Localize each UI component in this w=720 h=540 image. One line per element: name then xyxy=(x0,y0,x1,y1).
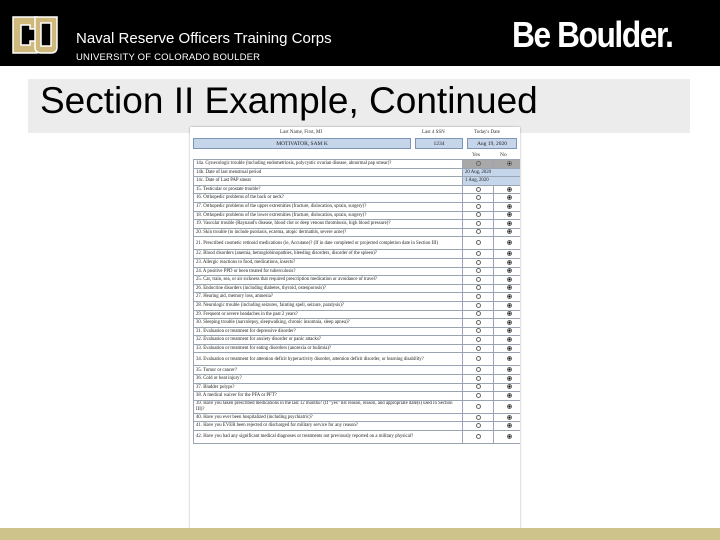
yes-cell xyxy=(463,310,494,319)
form-column-labels xyxy=(190,130,520,138)
table-row xyxy=(194,168,521,177)
question-text: 39. Have you taken prescribed medications in the last 12 months? (If "yes" list reason, reason, and appropriate date(s) used in Section III)? xyxy=(194,400,463,413)
form-header-fields xyxy=(193,138,517,149)
question-text: 24. A positive PPD or been treated for tuberculosis? xyxy=(194,267,463,276)
yes-cell xyxy=(463,211,494,220)
no-cell xyxy=(494,400,521,413)
question-text: 18. Orthopedic problems of the lower extremities (fracture, dislocation, sprain, surgery)? xyxy=(194,211,463,220)
no-radio[interactable] xyxy=(507,240,512,245)
yes-cell xyxy=(463,383,494,392)
yes-cell xyxy=(463,366,494,375)
no-radio[interactable] xyxy=(507,187,512,192)
no-cell xyxy=(494,194,521,203)
table-row xyxy=(194,228,521,237)
yes-radio[interactable] xyxy=(476,294,481,299)
table-row xyxy=(194,293,521,302)
no-radio[interactable] xyxy=(507,346,512,351)
ssn-column-label: Last 4 SSN xyxy=(422,130,445,135)
question-text: 36. Cold or heat injury? xyxy=(194,375,463,384)
top-banner xyxy=(0,0,720,66)
table-row xyxy=(194,392,521,401)
no-cell xyxy=(494,237,521,250)
no-cell xyxy=(494,353,521,366)
yes-radio[interactable] xyxy=(476,229,481,234)
yes-cell xyxy=(463,301,494,310)
no-cell xyxy=(494,431,521,444)
yes-cell xyxy=(463,228,494,237)
no-radio[interactable] xyxy=(507,285,512,290)
question-text: 38. A medical waiver for the PFA or PFT? xyxy=(194,392,463,401)
yes-cell xyxy=(463,319,494,328)
question-text: 34. Evaluation or treatment for attention deficit hyperactivity disorder, attention deficit disorder, or learning disability? xyxy=(194,353,463,366)
no-cell xyxy=(494,301,521,310)
date-field[interactable]: Aug 19, 2020 xyxy=(467,138,517,149)
no-radio[interactable] xyxy=(507,251,512,256)
yes-cell xyxy=(463,336,494,345)
no-cell xyxy=(494,383,521,392)
table-row xyxy=(194,258,521,267)
yes-cell xyxy=(463,327,494,336)
brand-wordmark: Be Boulder. xyxy=(512,14,673,55)
yes-radio[interactable] xyxy=(476,268,481,273)
yes-cell xyxy=(463,293,494,302)
no-radio[interactable] xyxy=(507,415,512,420)
yes-radio[interactable] xyxy=(476,404,481,409)
no-radio[interactable] xyxy=(507,384,512,389)
no-cell xyxy=(494,185,521,194)
yes-radio[interactable] xyxy=(476,240,481,245)
question-text: 41. Have you EVER been rejected or discharged for military service for any reason? xyxy=(194,422,463,431)
question-text: 22. Blood disorders (anemia, hemoglobinopathies, bleeding disorders, disorder of the spleen)? xyxy=(194,250,463,259)
no-radio[interactable] xyxy=(507,311,512,316)
yes-cell xyxy=(463,237,494,250)
no-radio[interactable] xyxy=(507,303,512,308)
no-radio[interactable] xyxy=(507,434,512,439)
question-text: 33. Evaluation or treatment for eating disorders (anorexia or bulimia)? xyxy=(194,344,463,353)
table-row xyxy=(194,431,521,444)
yes-radio[interactable] xyxy=(476,423,481,428)
table-row xyxy=(194,327,521,336)
name-column-label: Last Name, First, MI xyxy=(280,130,323,135)
yes-radio[interactable] xyxy=(476,221,481,226)
no-cell xyxy=(494,267,521,276)
question-text: 30. Sleeping trouble (narcolepsy, sleepwalking, chronic insomnia, sleep apnea)? xyxy=(194,319,463,328)
date-column-label: Today's Date xyxy=(474,130,500,135)
yes-column-label: Yes xyxy=(472,152,481,158)
yes-radio[interactable] xyxy=(476,311,481,316)
name-field[interactable]: MOTIVATOR, SAM K xyxy=(193,138,411,149)
no-cell xyxy=(494,319,521,328)
question-text: 19. Vascular trouble (Raynaud's disease, blood clot or deep venous thrombosis, high blood pressure)? xyxy=(194,220,463,229)
yes-cell xyxy=(463,258,494,267)
no-radio[interactable] xyxy=(507,376,512,381)
question-text: 14a. Gynecologic trouble (including endometriosis, polycystic ovarian disease, abnormal pap smear)? xyxy=(194,160,463,169)
question-text: 28. Neurologic trouble (including seizures, fainting spell, seizure, paralysis)? xyxy=(194,301,463,310)
question-text: 32. Evaluation or treatment for anxiety disorder or panic attacks? xyxy=(194,336,463,345)
no-radio[interactable] xyxy=(507,221,512,226)
yes-cell xyxy=(463,267,494,276)
yes-cell xyxy=(463,276,494,285)
yes-radio[interactable] xyxy=(476,337,481,342)
yes-radio[interactable] xyxy=(476,212,481,217)
no-radio[interactable] xyxy=(507,161,512,166)
yes-radio[interactable] xyxy=(476,393,481,398)
yes-radio[interactable] xyxy=(476,376,481,381)
table-row xyxy=(194,413,521,422)
no-radio[interactable] xyxy=(507,356,512,361)
no-cell xyxy=(494,366,521,375)
table-row xyxy=(194,202,521,211)
no-cell xyxy=(494,250,521,259)
no-radio[interactable] xyxy=(507,268,512,273)
no-radio[interactable] xyxy=(507,320,512,325)
table-row xyxy=(194,194,521,203)
no-radio[interactable] xyxy=(507,367,512,372)
form-screenshot xyxy=(190,127,520,532)
no-radio[interactable] xyxy=(507,337,512,342)
slide-heading: Section II Example, Continued xyxy=(40,80,538,121)
yes-cell xyxy=(463,284,494,293)
no-radio[interactable] xyxy=(507,204,512,209)
table-row xyxy=(194,319,521,328)
question-text: 14b. Date of last menstrual period xyxy=(194,168,463,177)
no-cell xyxy=(494,220,521,229)
date-value-field[interactable]: 1 Aug, 2020 xyxy=(463,177,521,186)
yes-cell xyxy=(463,160,494,169)
table-row xyxy=(194,160,521,169)
no-radio[interactable] xyxy=(507,229,512,234)
no-cell xyxy=(494,160,521,169)
no-cell xyxy=(494,413,521,422)
yes-radio[interactable] xyxy=(476,277,481,282)
question-text: 15. Testicular or prostate trouble? xyxy=(194,185,463,194)
no-radio[interactable] xyxy=(507,195,512,200)
yes-cell xyxy=(463,400,494,413)
question-text: 27. Hearing aid, memory loss, amnesia? xyxy=(194,293,463,302)
table-row xyxy=(194,211,521,220)
no-radio[interactable] xyxy=(507,294,512,299)
no-cell xyxy=(494,344,521,353)
no-cell xyxy=(494,310,521,319)
no-radio[interactable] xyxy=(507,260,512,265)
table-row xyxy=(194,344,521,353)
table-row xyxy=(194,284,521,293)
table-row xyxy=(194,375,521,384)
yes-radio[interactable] xyxy=(476,204,481,209)
table-row xyxy=(194,220,521,229)
yes-cell xyxy=(463,344,494,353)
yes-radio[interactable] xyxy=(476,303,481,308)
yes-cell xyxy=(463,250,494,259)
yes-cell xyxy=(463,194,494,203)
question-text: 25. Car, train, sea, or air sickness that required prescription medication or avoidance of travel? xyxy=(194,276,463,285)
yes-radio[interactable] xyxy=(476,320,481,325)
no-cell xyxy=(494,336,521,345)
table-row xyxy=(194,336,521,345)
ssn-field[interactable]: 1234 xyxy=(415,138,463,149)
yes-radio[interactable] xyxy=(476,415,481,420)
table-row xyxy=(194,353,521,366)
footer-strip xyxy=(0,528,720,540)
yes-cell xyxy=(463,422,494,431)
yes-cell xyxy=(463,392,494,401)
yes-radio[interactable] xyxy=(476,251,481,256)
yes-cell xyxy=(463,220,494,229)
table-row xyxy=(194,422,521,431)
yes-cell xyxy=(463,375,494,384)
table-row xyxy=(194,366,521,375)
cu-logo xyxy=(10,13,60,57)
yes-radio[interactable] xyxy=(476,346,481,351)
question-text: 37. Bladder polyps? xyxy=(194,383,463,392)
no-cell xyxy=(494,293,521,302)
no-cell xyxy=(494,228,521,237)
table-row xyxy=(194,177,521,186)
table-row xyxy=(194,301,521,310)
yes-radio[interactable] xyxy=(476,367,481,372)
question-text: 31. Evaluation or treatment for depressive disorder? xyxy=(194,327,463,336)
yes-radio[interactable] xyxy=(476,384,481,389)
question-text: 17. Orthopedic problems of the upper extremities (fracture, dislocation, sprain, surgery)? xyxy=(194,202,463,211)
table-row xyxy=(194,400,521,413)
question-text: 14c. Date of Last PAP smear xyxy=(194,177,463,186)
yes-cell xyxy=(463,413,494,422)
yes-radio[interactable] xyxy=(476,195,481,200)
no-radio[interactable] xyxy=(507,393,512,398)
no-radio[interactable] xyxy=(507,328,512,333)
yes-radio[interactable] xyxy=(476,356,481,361)
question-text: 35. Tumor or cancer? xyxy=(194,366,463,375)
table-row xyxy=(194,310,521,319)
no-cell xyxy=(494,392,521,401)
no-column-label: No xyxy=(500,152,507,158)
question-text: 16. Orthopedic problems of the back or neck? xyxy=(194,194,463,203)
yes-cell xyxy=(463,185,494,194)
yes-radio[interactable] xyxy=(476,260,481,265)
question-text: 42. Have you had any significant medical diagnoses or treatments not previously reported on a military physical? xyxy=(194,431,463,444)
yes-radio[interactable] xyxy=(476,285,481,290)
table-row xyxy=(194,267,521,276)
questions-table xyxy=(193,159,520,444)
no-radio[interactable] xyxy=(507,212,512,217)
yes-radio[interactable] xyxy=(476,328,481,333)
no-radio[interactable] xyxy=(507,277,512,282)
no-radio[interactable] xyxy=(507,404,512,409)
question-text: 21. Prescribed cosmetic retinoid medications (ie, Accutane)? (If in date completed or projected completion date in Section III) xyxy=(194,237,463,250)
yes-cell xyxy=(463,353,494,366)
table-row xyxy=(194,185,521,194)
no-cell xyxy=(494,375,521,384)
no-cell xyxy=(494,202,521,211)
no-cell xyxy=(494,422,521,431)
question-text: 23. Allergic reactions to food, medications, insects? xyxy=(194,258,463,267)
org-title: Naval Reserve Officers Training Corps xyxy=(76,30,332,47)
question-text: 29. Frequent or severe headaches in the past 2 years? xyxy=(194,310,463,319)
date-value-field[interactable]: 20 Aug, 2020 xyxy=(463,168,521,177)
no-cell xyxy=(494,211,521,220)
org-subtitle: UNIVERSITY OF COLORADO BOULDER xyxy=(76,52,261,63)
no-cell xyxy=(494,276,521,285)
yes-cell xyxy=(463,202,494,211)
yes-radio[interactable] xyxy=(476,161,481,166)
no-radio[interactable] xyxy=(507,423,512,428)
question-text: 26. Endocrine disorders (including diabetes, thyroid, osteoporosis)? xyxy=(194,284,463,293)
no-cell xyxy=(494,284,521,293)
table-row xyxy=(194,250,521,259)
yes-cell xyxy=(463,431,494,444)
no-cell xyxy=(494,327,521,336)
question-text: 20. Skin trouble (to include psoriasis, eczema, atopic dermatitis, severe acne)? xyxy=(194,228,463,237)
yes-radio[interactable] xyxy=(476,434,481,439)
yes-radio[interactable] xyxy=(476,187,481,192)
table-row xyxy=(194,237,521,250)
table-row xyxy=(194,383,521,392)
question-text: 40. Have you ever been hospitalized (including psychiatric)? xyxy=(194,413,463,422)
no-cell xyxy=(494,258,521,267)
table-row xyxy=(194,276,521,285)
